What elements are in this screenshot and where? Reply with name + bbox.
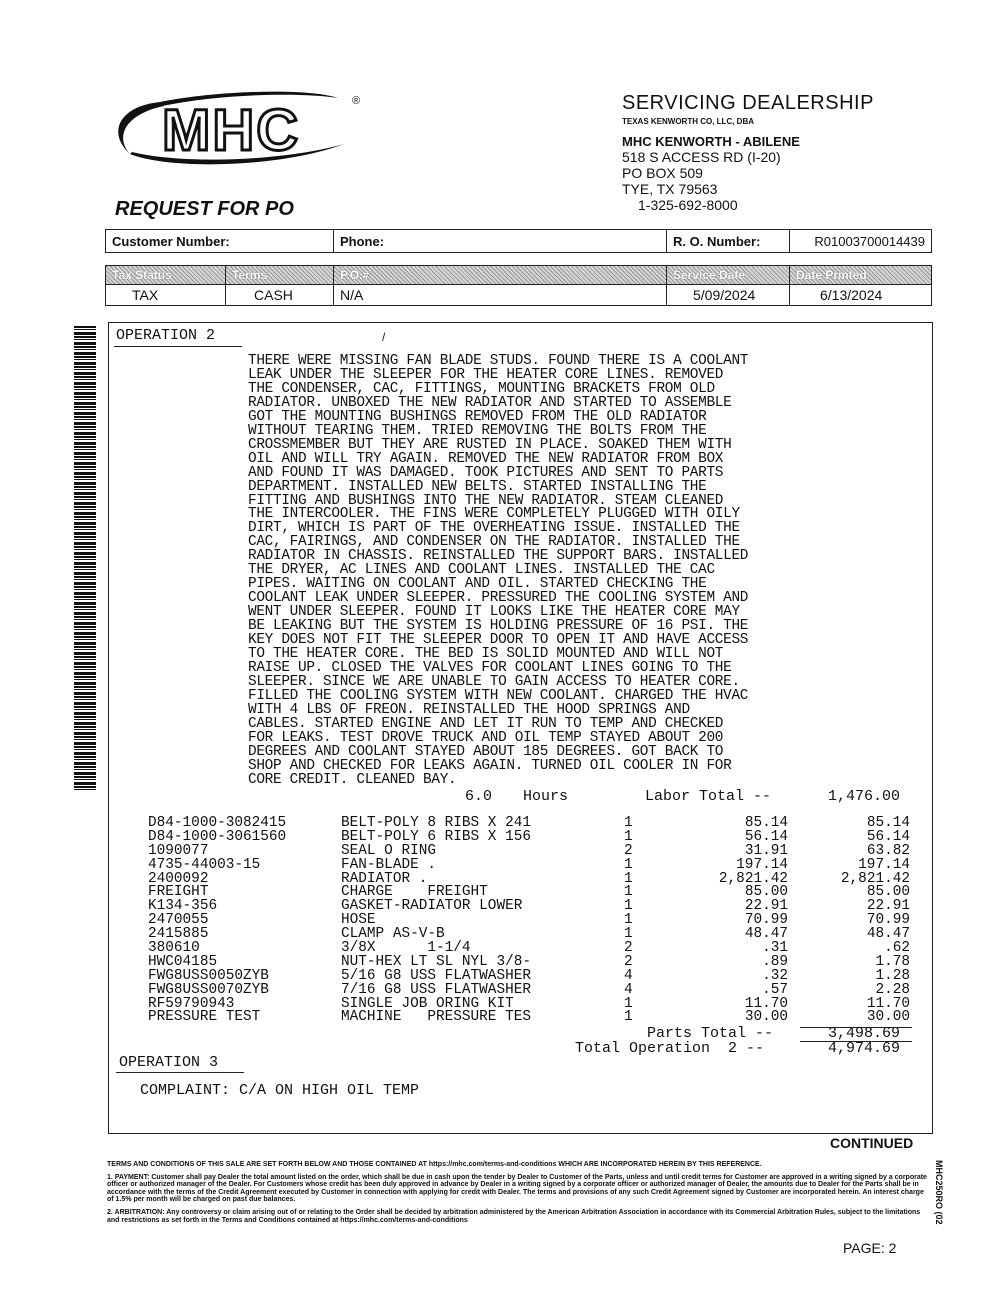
part-quantity: 2 [624, 842, 633, 859]
part-quantity: 1 [624, 856, 633, 873]
part-quantity: 1 [624, 815, 633, 831]
part-extended-price: 2.28 [875, 981, 910, 998]
labor-total-label: Labor Total -- [645, 788, 772, 805]
ro-number-value: R01003700014439 [790, 230, 932, 253]
document-title: REQUEST FOR PO [115, 198, 294, 220]
operation-3-complaint: COMPLAINT: C/A ON HIGH OIL TEMP [140, 1082, 420, 1099]
part-quantity: 2 [624, 940, 633, 957]
part-description: BELT-POLY 6 RIBS X 156 [341, 828, 531, 845]
phone-label: Phone: [334, 230, 667, 253]
part-row [148, 995, 918, 1012]
parts-total-rule [800, 1027, 912, 1028]
part-unit-price: 22.91 [744, 898, 788, 915]
customer-header-table [105, 229, 932, 253]
continued-label: CONTINUED [830, 1135, 914, 1151]
operation-2-mark: / [382, 330, 386, 344]
part-description: FAN-BLADE . [341, 856, 436, 873]
part-quantity: 1 [624, 898, 633, 915]
part-row [148, 842, 918, 859]
part-extended-price: 70.99 [866, 912, 910, 929]
total-operation-label: Total Operation 2 -- [575, 1040, 765, 1057]
part-unit-price: .31 [762, 940, 788, 957]
part-description: NUT-HEX LT SL NYL 3/8- [341, 953, 531, 970]
part-quantity: 1 [624, 912, 633, 929]
part-row [148, 942, 918, 956]
part-number: FWG8USS0050ZYB [148, 967, 269, 984]
part-description: RADIATOR . [341, 870, 428, 887]
part-unit-price: 85.00 [744, 884, 788, 901]
part-unit-price: 30.00 [744, 1009, 788, 1026]
part-quantity: 2 [624, 953, 633, 970]
part-unit-price: .57 [762, 981, 788, 998]
customer-number-label: Customer Number: [106, 230, 334, 253]
part-description: CHARGE FREIGHT [341, 884, 488, 901]
po-value: N/A [334, 285, 667, 306]
part-number: 4735-44003-15 [148, 856, 261, 873]
part-description: 7/16 G8 USS FLATWASHER [341, 981, 531, 998]
part-description: MACHINE PRESSURE TES [341, 1009, 531, 1026]
part-unit-price: 85.14 [744, 815, 788, 831]
terms-intro: TERMS AND CONDITIONS OF THIS SALE ARE SET FORTH BELOW AND THOSE CONTAINED AT https://mhc.com/terms-and-conditions WHICH ARE INCORPORATED HEREIN BY THIS REFERENCE. [107, 1161, 762, 1168]
po-header: P.O.# [334, 266, 667, 285]
part-unit-price: 2,821.42 [718, 870, 788, 887]
date-printed-header: Date Printed [790, 266, 932, 285]
part-row [148, 981, 918, 998]
part-unit-price: 48.47 [744, 926, 788, 943]
side-barcode [74, 326, 96, 790]
part-number: 2470055 [148, 912, 209, 929]
part-extended-price: .62 [884, 940, 910, 957]
service-date-value: 5/09/2024 [667, 285, 790, 306]
tax-status-value: TAX [106, 285, 226, 306]
part-number: D84-1000-3082415 [148, 815, 287, 831]
part-extended-price: 85.00 [866, 884, 910, 901]
parts-total-value: 3,498.69 [828, 1025, 901, 1042]
part-number: 2415885 [148, 926, 209, 943]
form-code: MHC250RO (02 [934, 1160, 944, 1225]
part-number: D84-1000-3061560 [148, 828, 287, 845]
date-printed-value: 6/13/2024 [790, 285, 932, 306]
part-unit-price: 56.14 [744, 828, 788, 845]
registered-mark: ® [352, 95, 361, 107]
part-row [148, 1011, 918, 1025]
part-extended-price: 22.91 [866, 898, 910, 915]
parts-list [148, 817, 918, 1025]
operation-3-underline [116, 1072, 244, 1073]
part-description: 5/16 G8 USS FLATWASHER [341, 967, 531, 984]
total-operation-rule [800, 1041, 912, 1042]
part-extended-price: 48.47 [866, 926, 910, 943]
part-row [148, 856, 918, 873]
part-quantity: 1 [624, 884, 633, 901]
part-quantity: 1 [624, 1009, 633, 1026]
part-number: K134-356 [148, 898, 218, 915]
part-unit-price: .32 [762, 967, 788, 984]
part-quantity: 1 [624, 828, 633, 845]
dealer-phone: 1-325-692-8000 [638, 197, 738, 213]
terms-and-conditions [107, 1161, 929, 1229]
terms-value: CASH [226, 285, 334, 306]
part-extended-price: 56.14 [866, 828, 910, 845]
parts-total-label: Parts Total -- [647, 1025, 774, 1042]
part-unit-price: 70.99 [744, 912, 788, 929]
part-row [148, 886, 918, 900]
part-unit-price: 197.14 [736, 856, 788, 873]
part-description: SEAL O RING [341, 842, 436, 859]
part-number: HWC04185 [148, 953, 218, 970]
part-row [148, 870, 918, 887]
dealer-name: MHC KENWORTH - ABILENE [622, 134, 800, 149]
service-date-header: Service Date [667, 266, 790, 285]
terms-payment: 1. PAYMENT: Customer shall pay Dealer the total amount listed on the order, which shall be due in cash upon the tender by Dealer to Customer of the Parts, unless and until credit terms for Customer are approved in a writing signed by a corporate officer or authorized manager of the Dealer. For Customers whose credit has been duly approved in advance by Dealer in a writing signed by a corporate officer or authorized manager of Dealer, the amounts due to Dealer for the Parts shall be in accordance with the terms of the Credit Agreement executed by Customer in connection with applying for credit with Dealer. The terms and provisions of any such Credit Agreement signed by Customer are incorporated herein. An interest charge of 1.5% per month will be charged on past due balances. [107, 1173, 927, 1204]
part-extended-price: 2,821.42 [840, 870, 910, 887]
part-extended-price: 1.78 [875, 953, 910, 970]
part-row [148, 900, 918, 914]
part-row [148, 914, 918, 928]
part-extended-price: 1.28 [875, 967, 910, 984]
part-number: RF59790943 [148, 995, 235, 1012]
order-info-table [105, 265, 932, 306]
total-operation-value: 4,974.69 [828, 1040, 901, 1057]
part-number: 380610 [148, 940, 200, 957]
operation-2-narrative: THERE WERE MISSING FAN BLADE STUDS. FOUND THERE IS A COOLANT LEAK UNDER THE SLEEPER FOR THE HEATER CORE LINES. REMOVED THE CONDENSER, CAC, FITTINGS, MOUNTING BRACKETS FROM OLD RADIATOR. UNBOXED THE NEW RADIATOR AND STARTED TO ASSEMBLE GOT THE MOUNTING BUSHINGS REMOVED FROM THE OLD RADIATOR WITHOUT TEARING THEM. TRIED REMOVING THE BOLTS FROM THE CROSSMEMBER BUT THEY ARE RUSTED IN PLACE. SOAKED THEM WITH OIL AND WILL TRY AGAIN. REMOVED THE NEW RADIATOR FROM BOX AND FOUND IT WAS DAMAGED. TOOK PICTURES AND SENT TO PARTS DEPARTMENT. INSTALLED NEW BELTS. STARTED INSTALLING THE FITTING AND BUSHINGS INTO THE NEW RADIATOR. STEAM CLEANED THE INTERCOOLER. THE FINS WERE COMPLETELY PLUGGED WITH OILY DIRT, WHICH IS PART OF THE OVERHEATING ISSUE. INSTALLED THE CAC, FAIRINGS, AND CONDENSER ON THE RADIATOR. INSTALLED THE RADIATOR IN CHASSIS. REINSTALLED THE SUPPORT BARS. INSTALLED THE DRYER, AC LINES AND COOLANT LINES. INSTALLED THE CAC PIPES. WAITING ON COOLANT AND OIL. STARTED CHECKING THE COOLANT LEAK UNDER SLEEPER. PRESSURED THE COOLING SYSTEM AND WENT UNDER SLEEPER. FOUND IT LOOKS LIKE THE HEATER CORE MAY BE LEAKING BUT THE SYSTEM IS HOLDING PRESSURE OF 16 PSI. THE KEY DOES NOT FIT THE SLEEPER DOOR TO OPEN IT AND HAVE ACCESS TO THE HEATER CORE. THE BED IS SOLID MOUNTED AND WILL NOT RAISE UP. CLOSED THE VALVES FOR COOLANT LINES GOING TO THE SLEEPER. SINCE WE ARE UNABLE TO GAIN ACCESS TO HEATER CORE. FILLED THE COOLING SYSTEM WITH NEW COOLANT. CHARGED THE HVAC WITH 4 LBS OF FREON. REINSTALLED THE HOOD SPRINGS AND CABLES. STARTED ENGINE AND LET IT RUN TO TEMP AND CHECKED FOR LEAKS. TEST DROVE TRUCK AND OIL TEMP STAYED ABOUT 200 DEGREES AND COOLANT STAYED ABOUT 185 DEGREES. GOT BACK TO SHOP AND CHECKED FOR LEAKS AGAIN. TURNED OIL COOLER IN FOR CORE CREDIT. CLEANED BAY. [248, 353, 749, 788]
part-number: 1090077 [148, 842, 209, 859]
part-extended-price: 63.82 [866, 842, 910, 859]
part-description: HOSE [341, 912, 376, 929]
operation-2-underline [114, 346, 242, 347]
part-row [148, 828, 918, 845]
dealer-sub: TEXAS KENWORTH CO, LLC, DBA [622, 117, 754, 126]
part-quantity: 1 [624, 870, 633, 887]
part-description: BELT-POLY 8 RIBS X 241 [341, 815, 531, 831]
part-description: SINGLE JOB ORING KIT [341, 995, 514, 1012]
dealer-heading: SERVICING DEALERSHIP [622, 92, 874, 114]
labor-total-value: 1,476.00 [828, 788, 901, 805]
dealer-address-1: 518 S ACCESS RD (I-20) [622, 149, 781, 165]
labor-hours: 6.0 [465, 788, 493, 805]
part-description: GASKET-RADIATOR LOWER [341, 898, 523, 915]
part-description: 3/8X 1-1/4 [341, 940, 471, 957]
operation-3-label: OPERATION 3 [119, 1054, 219, 1071]
terms-header: Terms [226, 266, 334, 285]
operation-2-label: OPERATION 2 [116, 327, 216, 344]
part-description: CLAMP AS-V-B [341, 926, 445, 943]
part-extended-price: 11.70 [866, 995, 910, 1012]
labor-hours-label: Hours [523, 788, 569, 805]
part-unit-price: .89 [762, 953, 788, 970]
dealer-block [622, 92, 962, 213]
tax-status-header: Tax Status [106, 266, 226, 285]
part-quantity: 1 [624, 995, 633, 1012]
part-quantity: 4 [624, 981, 633, 998]
part-unit-price: 31.91 [744, 842, 788, 859]
part-number: PRESSURE TEST [148, 1009, 261, 1026]
part-number: FWG8USS0070ZYB [148, 981, 269, 998]
dealer-address-3: TYE, TX 79563 [622, 181, 718, 197]
logo-text: MHC [162, 98, 301, 163]
part-unit-price: 11.70 [744, 995, 788, 1012]
part-quantity: 1 [624, 926, 633, 943]
part-number: FREIGHT [148, 884, 209, 901]
part-row [148, 928, 918, 942]
part-quantity: 4 [624, 967, 633, 984]
part-extended-price: 197.14 [858, 856, 910, 873]
part-extended-price: 30.00 [866, 1009, 910, 1026]
terms-arbitration: 2. ARBITRATION: Any controversy or claim arising out of or relating to the Order shall be decided by arbitration administered by the American Arbitration Association in accordance with its Commercial Arbitration Rules, subject to the limitations and restrictions as set forth in the Terms and Conditions contained at https://mhc.com/terms-and-conditions [107, 1208, 921, 1224]
mhc-logo [100, 88, 370, 170]
dealer-address-2: PO BOX 509 [622, 165, 703, 181]
part-number: 2400092 [148, 870, 209, 887]
part-extended-price: 85.14 [866, 815, 910, 831]
ro-number-label: R. O. Number: [667, 230, 790, 253]
page-number: PAGE: 2 [843, 1240, 897, 1256]
